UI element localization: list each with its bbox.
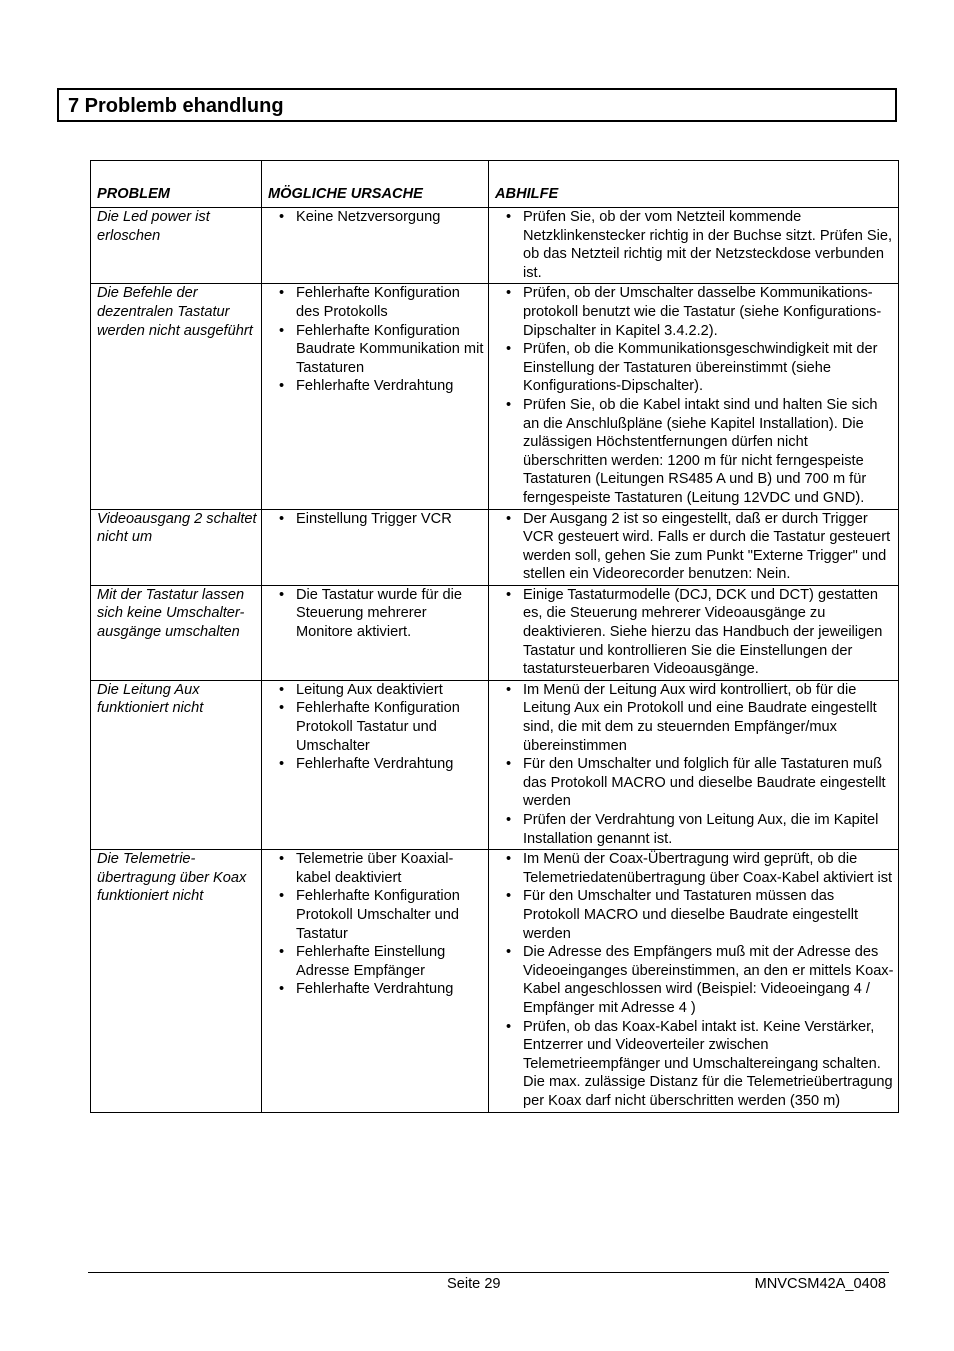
cause-item: • Fehlerhafte Konfiguration des Protokolls: [268, 284, 484, 321]
section-title: 7 Problemb ehandlung: [68, 95, 284, 117]
remedy-item: • Prüfen, ob das Koax-Kabel intakt ist. Keine Verstärker, Entzerrer und Videoverteiler zwischen Telemetrieempfänger und Umschaltereingang schalten. Die max. zulässige Distanz für die Telemetrieübertragung per Koax darf nicht überschritten werden (350 m): [495, 1018, 894, 1111]
cause-list: [268, 681, 484, 774]
table-row: [91, 284, 899, 509]
remedy-cell: [489, 680, 899, 849]
cause-cell: [262, 208, 489, 284]
remedy-list: [495, 681, 894, 848]
remedy-item: • Prüfen, ob die Kommunikationsgeschwindigkeit mit der Einstellung der Tastaturen übereinstimmt (siehe Konfigurations-Dipschalter).: [495, 340, 894, 396]
remedy-item: • Im Menü der Leitung Aux wird kontrolliert, ob für die Leitung Aux ein Protokoll und eine Baudrate eingestellt sind, die mit dem zu steuernden Empfänger/mux übereinstimmen: [495, 681, 894, 755]
remedy-item: • Einige Tastaturmodelle (DCJ, DCK und DCT) gestatten es, die Steuerung mehrerer Videoausgänge zu deaktivieren. Siehe hierzu das Handbuch der jeweiligen Tastatur und kontrollieren Sie die Einstellungen der tastatursteuerbaren Videoausgänge.: [495, 586, 894, 679]
remedy-list: [495, 586, 894, 679]
remedy-item: • Prüfen Sie, ob der vom Netzteil kommende Netzklinkenstecker richtig in der Buchse sitzt. Prüfen Sie, ob das Netzteil richtig mit der Netzsteckdose verbunden ist.: [495, 208, 894, 282]
table-row: [91, 509, 899, 585]
table-body: [91, 208, 899, 1113]
problem-cell: Die Leitung Aux funktioniert nicht: [91, 680, 262, 849]
cause-item: • Fehlerhafte Verdrahtung: [268, 755, 484, 774]
remedy-list: [495, 284, 894, 507]
section-title-box: [57, 88, 897, 122]
troubleshooting-table: [90, 160, 899, 1113]
cause-list: [268, 284, 484, 396]
cause-item: • Einstellung Trigger VCR: [268, 510, 484, 529]
problem-cell: Videoausgang 2 schaltet nicht um: [91, 509, 262, 585]
cause-item: • Telemetrie über Koaxial-kabel deaktiviert: [268, 850, 484, 887]
table-row: [91, 585, 899, 680]
cause-cell: [262, 850, 489, 1112]
footer-divider: [88, 1272, 889, 1273]
table-row: [91, 850, 899, 1112]
remedy-item: • Im Menü der Coax-Übertragung wird geprüft, ob die Telemetriedatenübertragung über Coax-Kabel aktiviert ist: [495, 850, 894, 887]
header-remedy: ABHILFE: [489, 161, 899, 208]
remedy-item: • Prüfen, ob der Umschalter dasselbe Kommunikations-protokoll benutzt wie die Tastatur (siehe Konfigurations-Dipschalter in Kapitel 3.4.2.2).: [495, 284, 894, 340]
remedy-cell: [489, 585, 899, 680]
cause-list: [268, 586, 484, 642]
remedy-item: • Der Ausgang 2 ist so eingestellt, daß er durch Trigger VCR gesteuert wird. Falls er durch die Tastatur gesteuert werden soll, gehen Sie zum Punkt "Externe Trigger" und stellen ein Videorecorder benutzen: Nein.: [495, 510, 894, 584]
problem-cell: Die Led power ist erloschen: [91, 208, 262, 284]
remedy-list: [495, 208, 894, 282]
remedy-item: • Die Adresse des Empfängers muß mit der Adresse des Videoeinganges übereinstimmen, an den er mittels Koax-Kabel angeschlossen wird (Beispiel: Videoeingang 4 / Empfänger mit Adresse 4 ): [495, 943, 894, 1017]
cause-list: [268, 850, 484, 999]
cause-item: • Leitung Aux deaktiviert: [268, 681, 484, 700]
remedy-cell: [489, 509, 899, 585]
header-cause: MÖGLICHE URSACHE: [262, 161, 489, 208]
remedy-item: • Für den Umschalter und Tastaturen müssen das Protokoll MACRO und dieselbe Baudrate eingestellt werden: [495, 887, 894, 943]
cause-item: • Die Tastatur wurde für die Steuerung mehrerer Monitore aktiviert.: [268, 586, 484, 642]
document-code: MNVCSM42A_0408: [754, 1276, 886, 1292]
cause-cell: [262, 585, 489, 680]
cause-item: • Fehlerhafte Konfiguration Baudrate Kommunikation mit Tastaturen: [268, 322, 484, 378]
problem-cell: Mit der Tastatur lassen sich keine Umschalter-ausgänge umschalten: [91, 585, 262, 680]
table-row: [91, 208, 899, 284]
remedy-item: • Prüfen der Verdrahtung von Leitung Aux, die im Kapitel Installation genannt ist.: [495, 811, 894, 848]
table-header-row: [91, 161, 899, 208]
remedy-list: [495, 510, 894, 584]
cause-cell: [262, 284, 489, 509]
problem-cell: Die Befehle der dezentralen Tastatur werden nicht ausgeführt: [91, 284, 262, 509]
cause-item: • Fehlerhafte Verdrahtung: [268, 980, 484, 999]
problem-cell: Die Telemetrie-übertragung über Koax funktioniert nicht: [91, 850, 262, 1112]
cause-item: • Fehlerhafte Konfiguration Protokoll Umschalter und Tastatur: [268, 887, 484, 943]
remedy-item: • Prüfen Sie, ob die Kabel intakt sind und halten Sie sich an die Anschlußpläne (siehe Kapitel Installation). Die zulässigen Höchstentfernungen dürfen nicht überschritten werden: 1200 m für nicht ferngespeiste Tastaturen (Leitungen RS485 A und B) und 700 m für ferngespeiste Tastaturen (Leitung 12VDC und GND).: [495, 396, 894, 508]
remedy-cell: [489, 284, 899, 509]
table-row: [91, 680, 899, 849]
cause-cell: [262, 680, 489, 849]
cause-cell: [262, 509, 489, 585]
cause-item: • Keine Netzversorgung: [268, 208, 484, 227]
page-number: Seite 29: [447, 1276, 501, 1292]
remedy-cell: [489, 850, 899, 1112]
cause-list: [268, 510, 484, 529]
cause-list: [268, 208, 484, 227]
remedy-list: [495, 850, 894, 1110]
remedy-item: • Für den Umschalter und folglich für alle Tastaturen muß das Protokoll MACRO und dieselbe Baudrate eingestellt werden: [495, 755, 894, 811]
cause-item: • Fehlerhafte Einstellung Adresse Empfänger: [268, 943, 484, 980]
cause-item: • Fehlerhafte Konfiguration Protokoll Tastatur und Umschalter: [268, 699, 484, 755]
header-problem: PROBLEM: [91, 161, 262, 208]
remedy-cell: [489, 208, 899, 284]
cause-item: • Fehlerhafte Verdrahtung: [268, 377, 484, 396]
